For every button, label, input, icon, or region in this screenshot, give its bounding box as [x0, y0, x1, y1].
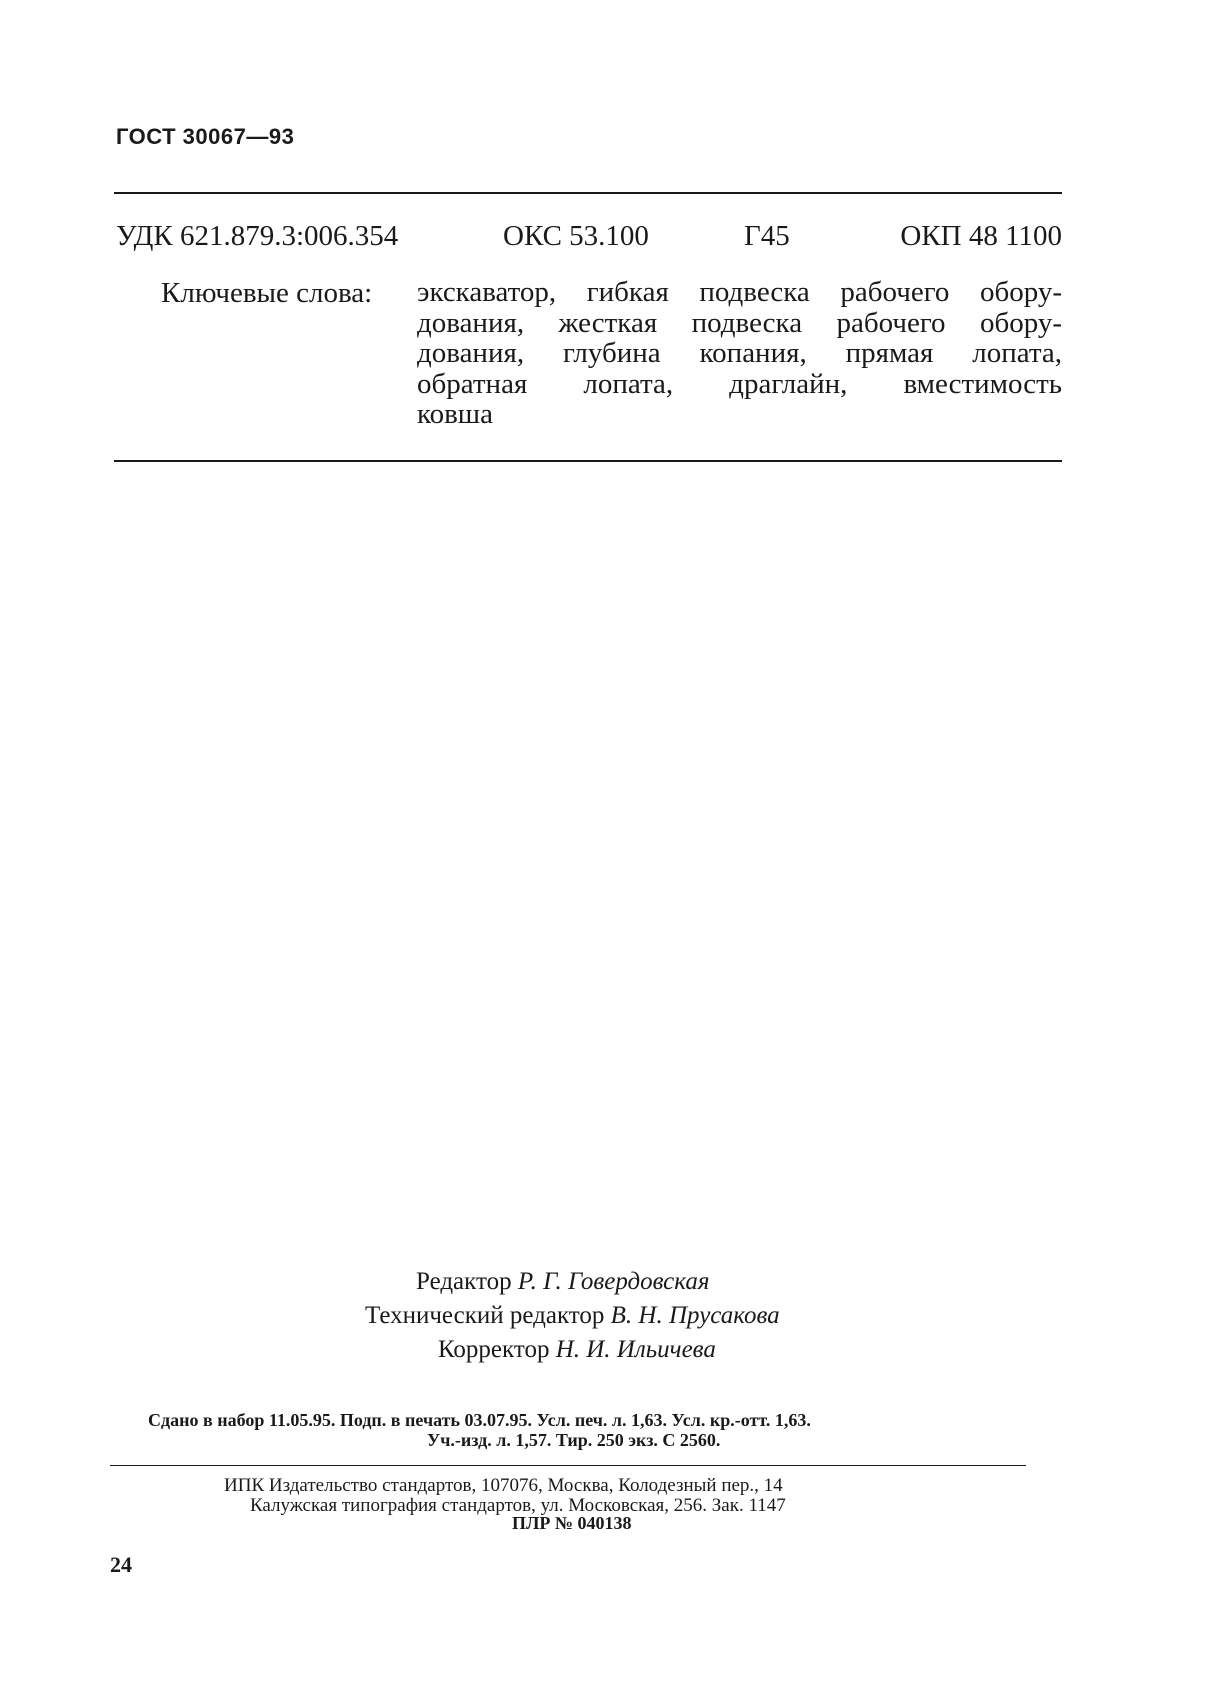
keywords-line: ковша	[417, 398, 494, 430]
print-details-line: Уч.-изд. л. 1,57. Тир. 250 экз. С 2560.	[427, 1430, 721, 1450]
tech-editor-role: Технический редактор	[365, 1302, 605, 1329]
keywords-label: Ключевые слова:	[161, 277, 373, 309]
tech-editor-credit	[365, 1299, 780, 1333]
imprint-divider	[110, 1465, 1026, 1466]
oks-code: ОКС 53.100	[503, 220, 649, 252]
corrector-role: Корректор	[438, 1336, 550, 1363]
corrector-name: Н. И. Ильичева	[555, 1336, 716, 1363]
corrector-credit	[438, 1333, 716, 1367]
okp-code: ОКП 48 1100	[900, 220, 1062, 252]
keywords-line: обратная лопата, драглайн, вместимость	[417, 367, 1062, 400]
keywords-line: экскаватор, гибкая подвеска рабочего обору-	[417, 276, 1062, 308]
keywords-divider	[114, 460, 1062, 462]
group-code: Г45	[744, 220, 790, 252]
keywords-line: дования, жесткая подвеска рабочего обору-	[417, 306, 1062, 339]
printer-line: Калужская типография стандартов, ул. Московская, 256. Зак. 1147	[250, 1495, 786, 1516]
classification-codes	[116, 220, 1062, 260]
top-divider	[114, 192, 1062, 194]
editor-name: Р. Г. Говердовская	[517, 1268, 710, 1295]
print-details-line: Сдано в набор 11.05.95. Подп. в печать 03.07.95. Усл. печ. л. 1,63. Усл. кр.-отт. 1,63.	[148, 1410, 811, 1430]
udk-code: УДК 621.879.3:006.354	[116, 220, 399, 252]
document-code: ГОСТ 30067—93	[116, 124, 295, 149]
keywords-line: дования, глубина копания, прямая лопата,	[417, 337, 1062, 369]
editor-credit	[416, 1265, 709, 1299]
keywords-list	[417, 277, 1062, 430]
publisher-line: ИПК Издательство стандартов, 107076, Москва, Колодезный пер., 14	[224, 1475, 783, 1496]
editor-role: Редактор	[416, 1268, 512, 1295]
license-line: ПЛР № 040138	[512, 1513, 632, 1533]
tech-editor-name: В. Н. Прусакова	[610, 1302, 780, 1329]
page-number: 24	[110, 1552, 132, 1577]
